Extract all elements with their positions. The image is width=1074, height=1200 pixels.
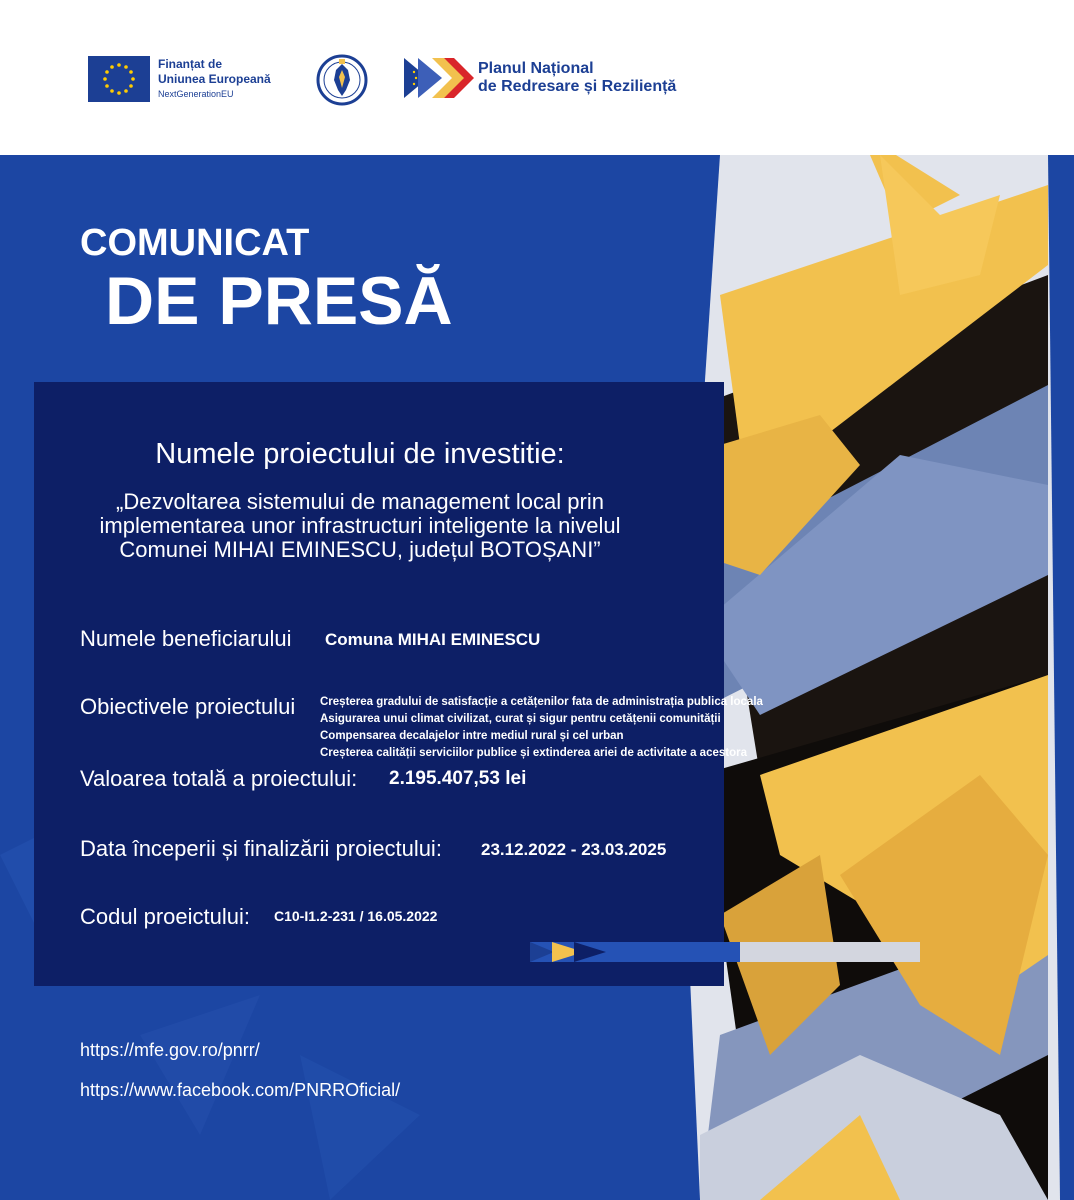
beneficiary-label: Numele beneficiarului bbox=[80, 626, 292, 651]
pnrr-flag-arrow-icon bbox=[404, 56, 474, 100]
objective-item: Creșterea calității serviciilor publice și extinderea ariei de activitate a acestora bbox=[320, 747, 747, 759]
objective-item: Compensarea decalajelor intre mediul rural și cel urban bbox=[320, 730, 624, 742]
dates-value: 23.12.2022 - 23.03.2025 bbox=[481, 840, 667, 859]
eu-flag-icon bbox=[88, 56, 150, 102]
eu-logo-line1: Finanțat de bbox=[158, 56, 223, 71]
title-line2: DE PRESĂ bbox=[105, 263, 453, 339]
romanian-government-seal-icon bbox=[316, 50, 368, 110]
pnrr-logo bbox=[404, 56, 676, 100]
logo-header bbox=[0, 0, 1074, 155]
eu-logo-text bbox=[158, 57, 271, 102]
dates-label: Data începerii și finalizării proiectului: bbox=[80, 836, 442, 861]
project-name: „Dezvoltarea sistemului de management local prin implementarea unor infrastructuri inteligente la nivelul Comunei MIHAI EMINESCU, județul BOTOȘANI” bbox=[99, 489, 621, 562]
objectives-list bbox=[320, 694, 763, 762]
code-value: C10-I1.2-231 / 16.05.2022 bbox=[274, 908, 438, 924]
pnrr-logo-line1: Planul Național bbox=[478, 60, 594, 77]
decorative-progress-bar bbox=[530, 940, 920, 964]
mfe-link[interactable]: https://mfe.gov.ro/pnrr/ bbox=[80, 1040, 260, 1060]
project-heading: Numele proiectului de investitie: bbox=[155, 438, 565, 470]
total-value: 2.195.407,53 lei bbox=[389, 768, 527, 789]
eu-logo-line2: Uniunea Europeană bbox=[158, 71, 271, 86]
objective-item: Creșterea gradului de satisfacție a cetățenilor fata de administrația publica locala bbox=[320, 696, 763, 708]
eu-logo-line3: NextGenerationEU bbox=[158, 88, 234, 99]
facebook-link[interactable]: https://www.facebook.com/PNRROficial/ bbox=[80, 1080, 401, 1100]
eu-funding-logo bbox=[88, 56, 271, 102]
code-label: Codul proeictului: bbox=[80, 904, 250, 929]
pnrr-logo-text bbox=[478, 60, 676, 96]
project-info-panel bbox=[34, 382, 724, 986]
pnrr-logo-line2: de Redresare și Reziliență bbox=[478, 78, 677, 95]
objective-item: Asigurarea unui climat civilizat, curat și sigur pentru cetățenii comunității bbox=[320, 713, 721, 725]
total-value-label: Valoarea totală a proiectului: bbox=[80, 766, 358, 791]
progress-bar-empty bbox=[740, 942, 920, 962]
title-line1: COMUNICAT bbox=[80, 222, 310, 264]
beneficiary-value: Comuna MIHAI EMINESCU bbox=[325, 630, 541, 649]
objectives-label: Obiectivele proiectului bbox=[80, 694, 296, 719]
